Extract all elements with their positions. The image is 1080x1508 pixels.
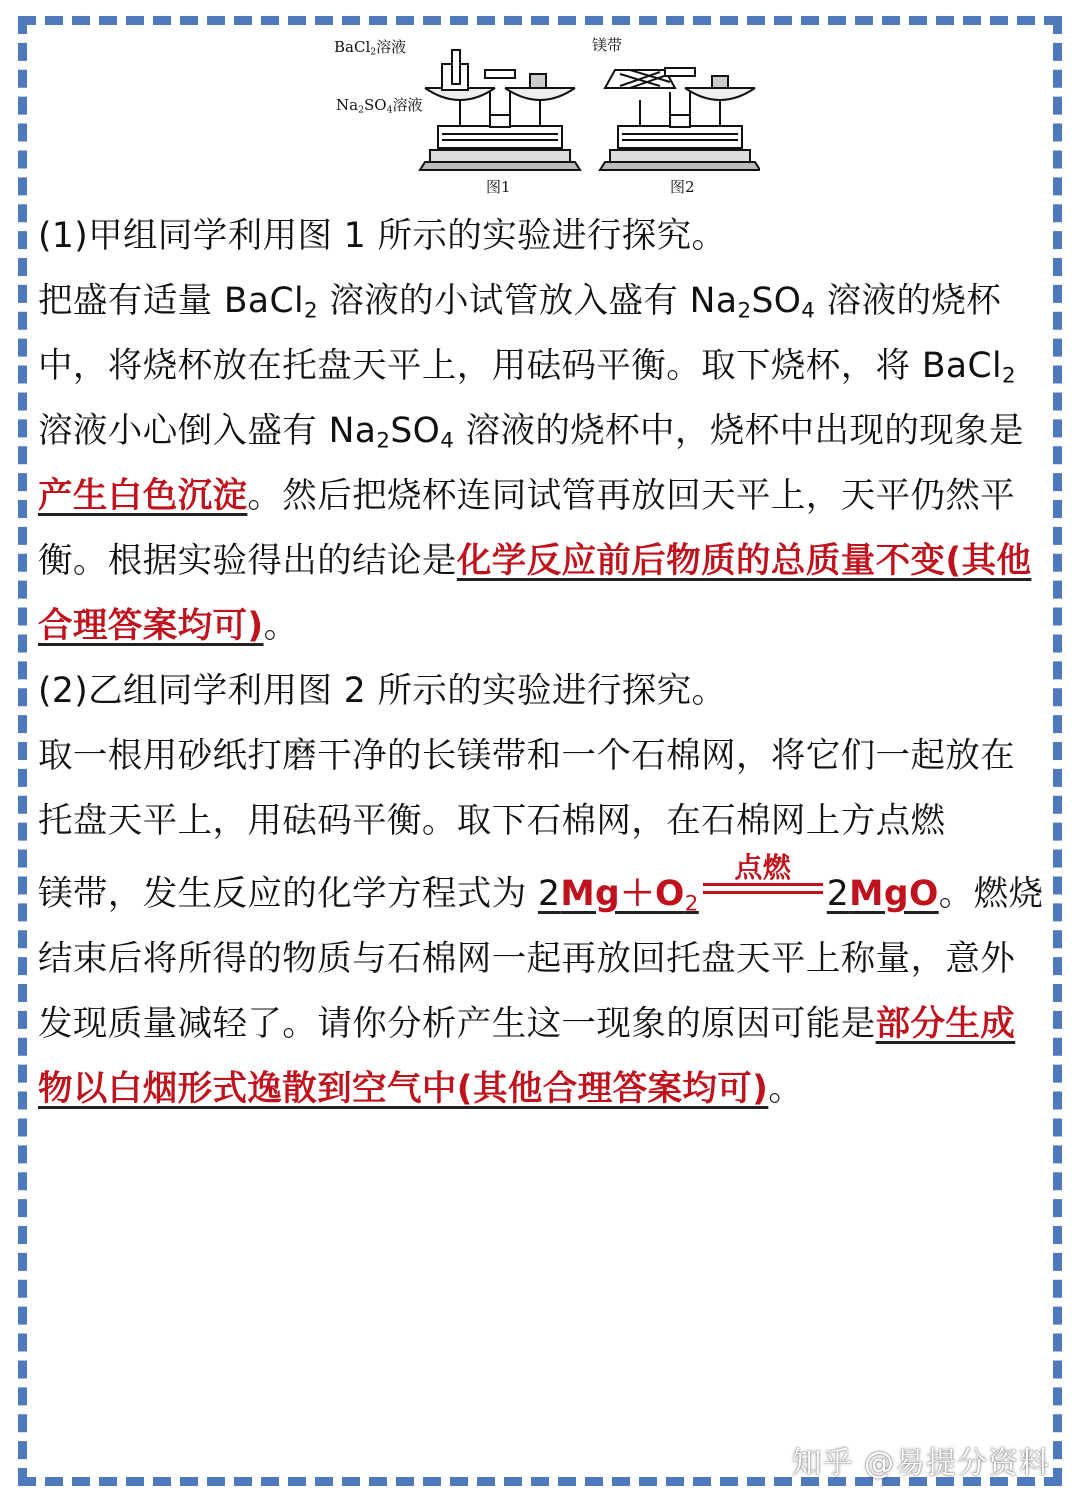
- answer-conclusion: 化学反应前后物质的总质量不变(其他合理答案均可): [38, 541, 1032, 646]
- part1-paragraph: 把盛有适量 BaCl$_2$ 溶液的小试管放入盛有 $Na_2SO_4$ 溶液的烧杯中，将烧杯放在托盘天平上，用砝码平衡。取下烧杯，将 BaCl$_2$ 溶液小心倒入盛有 $Na_2SO_4$ 溶液的烧杯中，烧杯中出现的现象是产生白色沉淀。然后把烧杯连同试管再放回天平上，天平仍然平衡。根据实验得出的结论是化学反应前后物质的总质量不变(其他合理答案均可)。: [38, 281, 1032, 646]
- part1-heading: (1)甲组同学利用图 1 所示的实验进行探究。: [38, 216, 727, 256]
- equation-coefficient-2: 2: [826, 874, 850, 914]
- figure-1-caption: 图1: [486, 178, 511, 196]
- zhihu-watermark: 知乎 @易提分资料: [791, 1446, 1050, 1481]
- equation-coefficient-1: 2: [537, 874, 561, 914]
- equation-product: MgO: [849, 874, 939, 914]
- figure-2-caption: 图2: [670, 178, 695, 196]
- question-text: [38, 204, 1046, 1122]
- mg-ribbon-label: 镁带: [592, 36, 623, 54]
- bacl2-solution-label: BaCl$_2$溶液: [334, 38, 407, 58]
- part2-paragraph: 取一根用砂纸打磨干净的长镁带和一个石棉网，将它们一起放在托盘天平上，用砝码平衡。取下石棉网，在石棉网上方点燃: [38, 736, 1016, 841]
- ignite-condition-label: 点燃: [734, 851, 792, 884]
- na2so4-solution-label: $Na_2SO_4$溶液: [336, 96, 423, 116]
- answer-reason: 部分生成物以白烟形式逸散到空气中(其他合理答案均可): [38, 1004, 1016, 1109]
- equation-paragraph: 镁带，发生反应的化学方程式为 $2Mg+O_2$ 点燃 2MgO。燃烧结束后将所得的物质与石棉网一起再放回托盘天平上称量，意外发现质量减轻了。请你分析产生这一现象的原因可能是部分生成物以白烟形式逸散到空气中(其他合理答案均可)。: [38, 862, 1046, 1122]
- part2-heading: (2)乙组同学利用图 2 所示的实验进行探究。: [38, 671, 727, 711]
- answer-phenomenon: 产生白色沉淀: [38, 476, 248, 516]
- reaction-condition: [699, 851, 827, 909]
- equation-reactants: $Mg+O_2$: [560, 874, 699, 917]
- experiment-figure: [330, 30, 760, 200]
